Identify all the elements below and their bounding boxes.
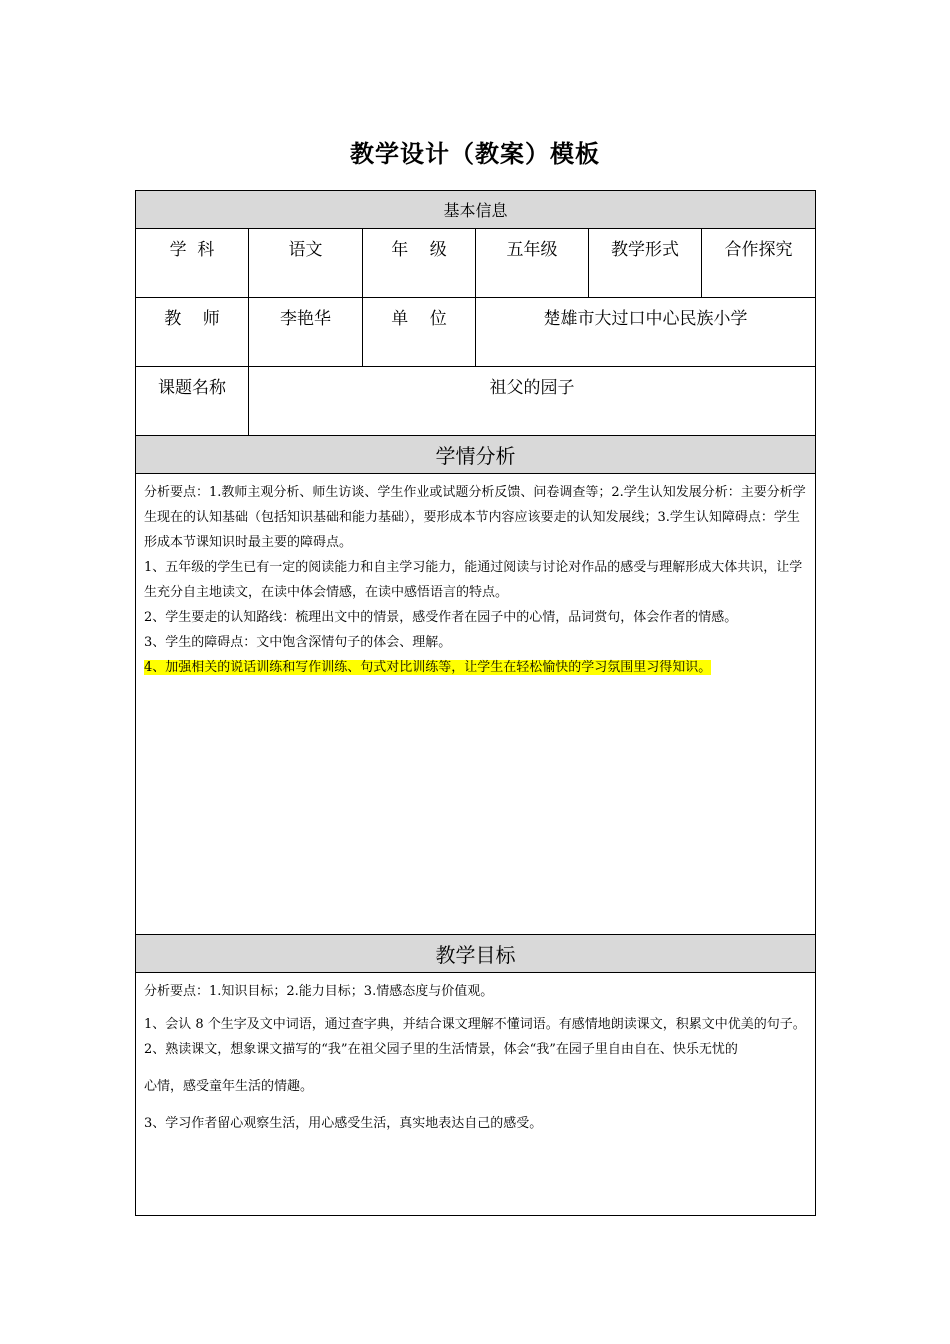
teacher-label: 教 师 — [136, 298, 249, 367]
unit-value: 楚雄市大过口中心民族小学 — [476, 298, 816, 367]
analysis-item-1: 1、五年级的学生已有一定的阅读能力和自主学习能力，能通过阅读与讨论对作品的感受与理解形成大体共识，让学生充分自主地读文，在读中体会情感，在读中感悟语言的特点。 — [144, 560, 803, 600]
goals-item-3: 3、学习作者留心观察生活，用心感受生活，真实地表达自己的感受。 — [144, 1116, 543, 1131]
basic-info-header: 基本信息 — [136, 191, 816, 229]
subject-value: 语文 — [249, 229, 363, 298]
analysis-header-row — [136, 436, 816, 474]
goals-item-1: 1、会认 8 个生字及文中词语，通过查字典，并结合课文理解不懂词语。有感情地朗读课文，积累文中优美的句子。 — [144, 1017, 806, 1032]
grade-label: 年 级 — [363, 229, 476, 298]
goals-header-row — [136, 935, 816, 973]
goals-item-2a: 2、熟读课文，想象课文描写的“我”在祖父园子里的生活情景，体会“我”在园子里自由自在、快乐无忧的 — [144, 1042, 738, 1057]
teaching-form-value: 合作探究 — [702, 229, 816, 298]
analysis-points: 分析要点：1.教师主观分析、师生访谈、学生作业或试题分析反馈、问卷调查等；2.学生认知发展分析：主要分析学生现在的认知基础（包括知识基础和能力基础），要形成本节内容应该要走的认知发展线；3.学生认知障碍点：学生形成本节课知识时最主要的障碍点。 — [144, 485, 806, 550]
analysis-item-2: 2、学生要走的认知路线：梳理出文中的情景，感受作者在园子中的心情，品词赏句，体会作者的情感。 — [144, 610, 738, 625]
analysis-item-4: 4、加强相关的说话训练和写作训练、句式对比训练等，让学生在轻松愉快的学习氛围里习得知识。 — [144, 660, 712, 675]
analysis-item-4-line — [144, 655, 807, 680]
goals-content-row — [136, 973, 816, 1216]
analysis-item-3: 3、学生的障碍点：文中饱含深情句子的体会、理解。 — [144, 635, 452, 650]
analysis-content — [136, 474, 816, 935]
basic-info-header-row — [136, 191, 816, 229]
goals-item-2b: 心情，感受童年生活的情趣。 — [144, 1079, 314, 1094]
teacher-value: 李艳华 — [249, 298, 363, 367]
lesson-plan-table — [135, 190, 816, 1216]
goals-header: 教学目标 — [136, 935, 816, 973]
subject-row — [136, 229, 816, 298]
document-title: 教学设计（教案）模板 — [350, 140, 600, 168]
teaching-form-label: 教学形式 — [589, 229, 702, 298]
topic-value: 祖父的园子 — [249, 367, 816, 436]
analysis-header: 学情分析 — [136, 436, 816, 474]
teacher-row — [136, 298, 816, 367]
goals-content — [136, 973, 816, 1216]
grade-value: 五年级 — [476, 229, 589, 298]
topic-row — [136, 367, 816, 436]
topic-label: 课题名称 — [136, 367, 249, 436]
unit-label: 单 位 — [363, 298, 476, 367]
goals-points: 分析要点：1.知识目标；2.能力目标；3.情感态度与价值观。 — [144, 984, 494, 999]
subject-label: 学 科 — [136, 229, 249, 298]
analysis-content-row — [136, 474, 816, 935]
